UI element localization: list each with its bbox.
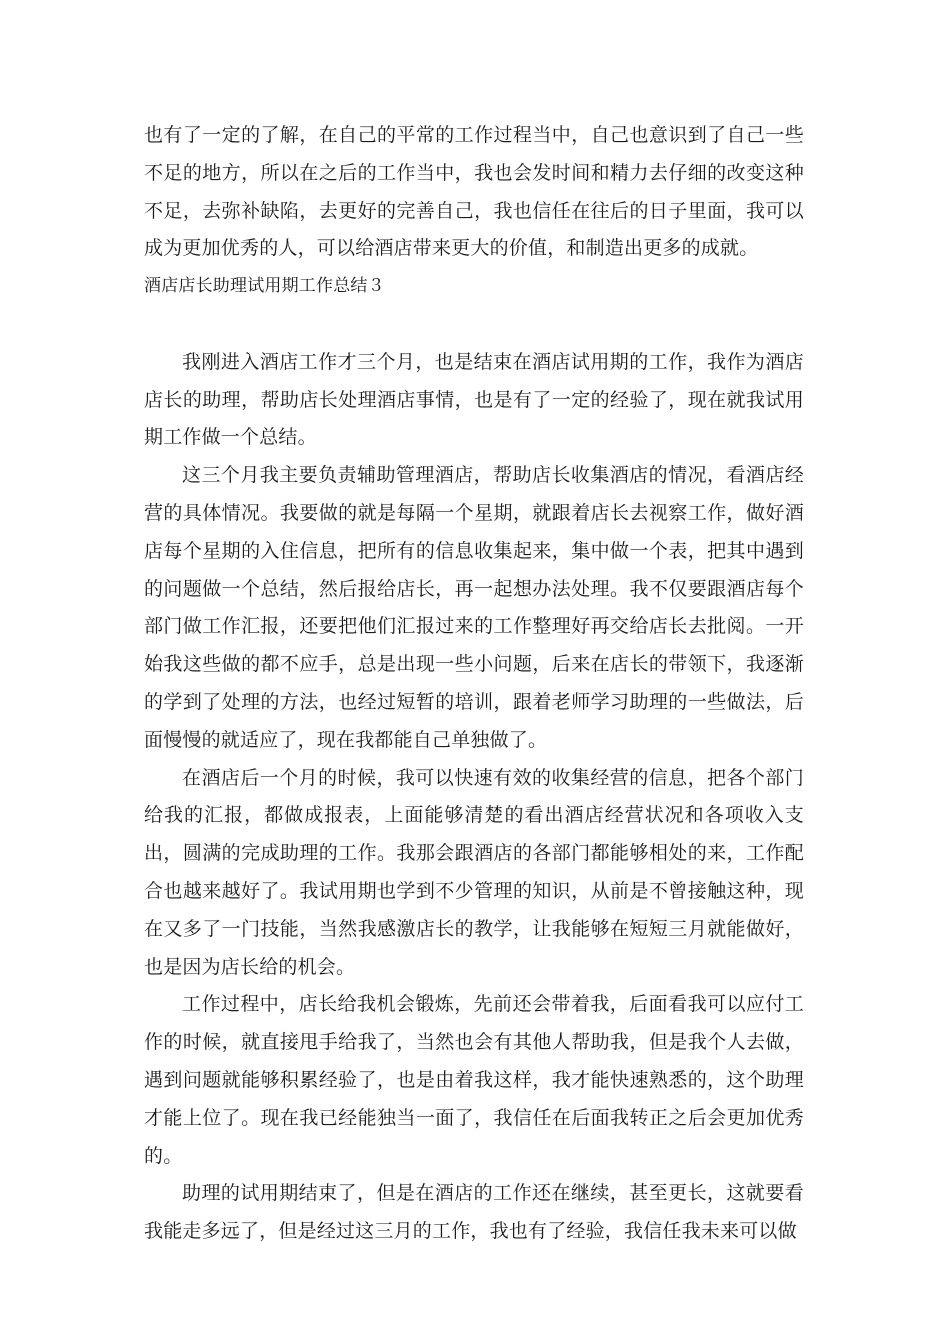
- document-body: [144, 117, 804, 1251]
- continuation-paragraph: 也有了一定的了解，在自己的平常的工作过程当中，自己也意识到了自己一些不足的地方，所以在之后的工作当中，我也会发时间和精力去仔细的改变这种不足，去弥补缺陷，去更好的完善自己，我也信任在往后的日子里面，我可以成为更加优秀的人，可以给酒店带来更大的价值，和制造出更多的成就。: [144, 124, 804, 260]
- body-paragraph-5: 助理的试用期结束了，但是在酒店的工作还在继续，甚至更长，这就要看我能走多远了，但是经过这三月的工作，我也有了经验，我信任我未来可以做: [144, 1182, 804, 1243]
- body-paragraph-2: 这三个月我主要负责辅助管理酒店，帮助店长收集酒店的情况，看酒店经营的具体情况。我要做的就是每隔一个星期，就跟着店长去视察工作，做好酒店每个星期的入住信息，把所有的信息收集起来，集中做一个表，把其中遇到的问题做一个总结，然后报给店长，再一起想办法处理。我不仅要跟酒店每个部门做工作汇报，还要把他们汇报过来的工作整理好再交给店长去批阅。一开始我这些做的都不应手，总是出现一些小问题，后来在店长的带领下，我逐渐的学到了处理的方法，也经过短暂的培训，跟着老师学习助理的一些做法，后面慢慢的就适应了，现在我都能自己单独做了。: [144, 464, 804, 751]
- body-paragraph-1: 我刚进入酒店工作才三个月，也是结束在酒店试用期的工作，我作为酒店店长的助理，帮助店长处理酒店事情，也是有了一定的经验了，现在就我试用期工作做一个总结。: [144, 350, 804, 449]
- body-paragraph-4: 工作过程中，店长给我机会锻炼，先前还会带着我，后面看我可以应付工作的时候，就直接甩手给我了，当然也会有其他人帮助我，但是我个人去做，遇到问题就能够积累经验了，也是由着我这样，我才能快速熟悉的，这个助理才能上位了。现在我已经能独当一面了，我信任在后面我转正之后会更加优秀的。: [144, 993, 804, 1167]
- blank-line: [144, 306, 804, 344]
- body-paragraph-3: 在酒店后一个月的时候，我可以快速有效的收集经营的信息，把各个部门给我的汇报，都做成报表，上面能够清楚的看出酒店经营状况和各项收入支出，圆满的完成助理的工作。我那会跟酒店的各部门都能够相处的来，工作配合也越来越好了。我试用期也学到不少管理的知识，从前是不曾接触这种，现在又多了一门技能，当然我感激店长的教学，让我能够在短短三月就能做好，也是因为店长给的机会。: [144, 766, 804, 978]
- section-title: 酒店店长助理试用期工作总结３: [144, 276, 385, 297]
